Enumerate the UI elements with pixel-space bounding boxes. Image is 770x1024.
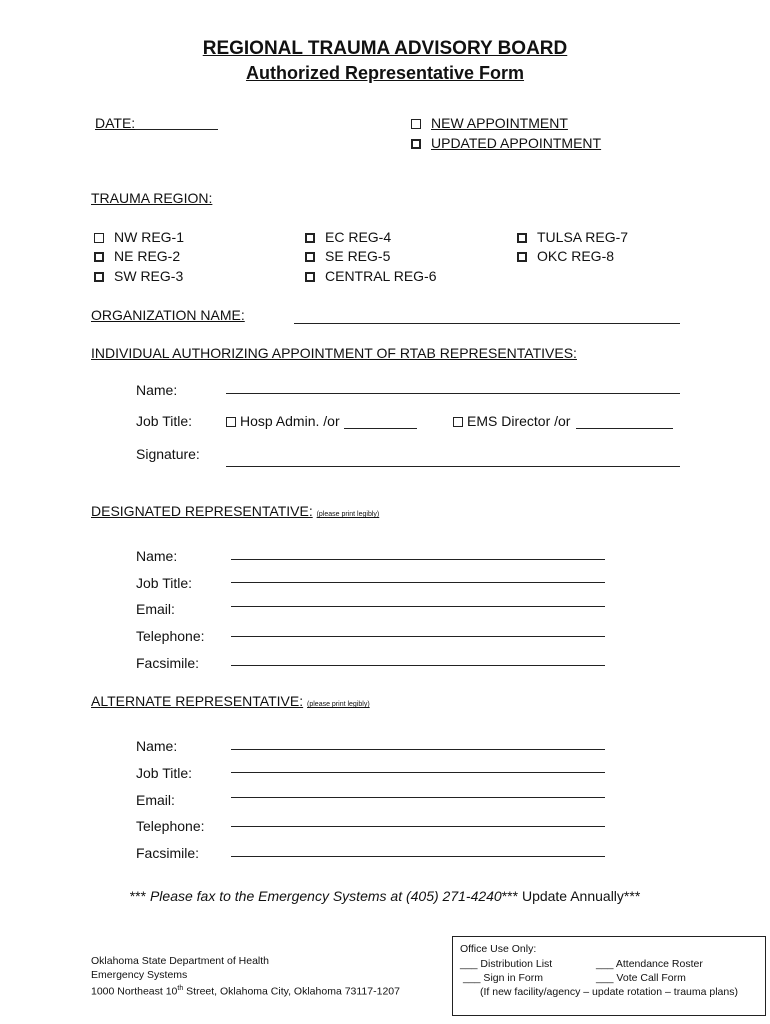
footer-line3	[91, 982, 400, 999]
alternate-telephone-label: Telephone:	[136, 818, 205, 834]
region-checkbox[interactable]	[305, 233, 315, 243]
fax-instructions	[0, 888, 770, 904]
region-label: NE REG-2	[114, 248, 181, 264]
alternate-job-title-label: Job Title:	[136, 765, 193, 781]
region-checkbox[interactable]	[94, 252, 104, 262]
alternate-name-label: Name:	[136, 738, 178, 754]
office-distribution[interactable]: ___ Distribution List	[460, 958, 553, 970]
region-checkbox[interactable]	[94, 272, 104, 282]
region-option-se[interactable]	[305, 248, 390, 264]
office-note: (If new facility/agency – update rotation – trauma plans)	[480, 986, 738, 998]
updated-appointment-option[interactable]	[411, 135, 601, 151]
signature-field[interactable]	[226, 466, 680, 467]
region-option-sw[interactable]	[94, 268, 183, 284]
designated-telephone-label: Telephone:	[136, 628, 205, 644]
footer-line3-a: 1000 Northeast 10	[91, 985, 178, 998]
hosp-admin-option[interactable]	[226, 413, 340, 429]
footer-line3-sup: th	[177, 985, 184, 992]
office-sign-in[interactable]: ___ Sign in Form	[463, 972, 543, 984]
designated-telephone-field[interactable]	[231, 636, 605, 637]
region-label: NW REG-1	[114, 229, 184, 245]
fax-suffix: *** Update Annually***	[501, 888, 641, 904]
designated-heading	[91, 503, 379, 519]
date-label: DATE:	[95, 115, 136, 131]
designated-name-label: Name:	[136, 548, 178, 564]
designated-note: (please print legibly)	[316, 511, 380, 518]
hosp-admin-label: Hosp Admin. /or	[240, 413, 340, 429]
region-label: CENTRAL REG-6	[325, 268, 437, 284]
ems-director-checkbox[interactable]	[453, 417, 463, 427]
designated-facsimile-label: Facsimile:	[136, 655, 200, 671]
alternate-facsimile-field[interactable]	[231, 856, 605, 857]
alternate-facsimile-label: Facsimile:	[136, 845, 200, 861]
alternate-email-label: Email:	[136, 792, 175, 808]
ems-director-field[interactable]	[576, 428, 673, 429]
region-checkbox[interactable]	[517, 233, 527, 243]
updated-appointment-checkbox[interactable]	[411, 139, 421, 149]
region-option-ec[interactable]	[305, 229, 391, 245]
authorizing-job-title-label: Job Title:	[136, 413, 193, 429]
fax-italic: Please fax to the Emergency Systems at (405) 271-4240	[149, 888, 502, 904]
form-title: REGIONAL TRAUMA ADVISORY BOARD	[202, 38, 568, 59]
office-use-title: Office Use Only:	[460, 943, 537, 955]
designated-job-title-label: Job Title:	[136, 575, 193, 591]
designated-heading-text: DESIGNATED REPRESENTATIVE:	[91, 503, 313, 519]
updated-appointment-label: UPDATED APPOINTMENT	[431, 135, 602, 151]
ems-director-label: EMS Director /or	[467, 413, 571, 429]
region-checkbox[interactable]	[305, 252, 315, 262]
authorizing-heading: INDIVIDUAL AUTHORIZING APPOINTMENT OF RTAB REPRESENTATIVES:	[91, 345, 577, 361]
alternate-name-field[interactable]	[231, 749, 605, 750]
designated-job-title-field[interactable]	[231, 582, 605, 583]
office-attendance[interactable]: ___ Attendance Roster	[596, 958, 703, 970]
office-vote-call[interactable]: ___ Vote Call Form	[596, 972, 686, 984]
new-appointment-checkbox[interactable]	[411, 119, 421, 129]
organization-name-label: ORGANIZATION NAME:	[91, 307, 245, 323]
footer-line1: Oklahoma State Department of Health	[91, 955, 270, 967]
region-option-nw[interactable]	[94, 229, 184, 245]
region-checkbox[interactable]	[305, 272, 315, 282]
ems-director-option[interactable]	[453, 413, 570, 429]
authorizing-name-label: Name:	[136, 382, 178, 398]
authorizing-name-field[interactable]	[226, 393, 680, 394]
alternate-heading-text: ALTERNATE REPRESENTATIVE:	[91, 693, 304, 709]
region-label: SE REG-5	[325, 248, 391, 264]
region-label: TULSA REG-7	[537, 229, 629, 245]
region-label: OKC REG-8	[537, 248, 615, 264]
office-use-box	[452, 936, 766, 1016]
trauma-region-label: TRAUMA REGION:	[91, 190, 213, 206]
footer-line2: Emergency Systems	[91, 969, 188, 981]
alternate-note: (please print legibly)	[307, 701, 370, 708]
date-field[interactable]	[135, 129, 218, 130]
alternate-telephone-field[interactable]	[231, 826, 605, 827]
designated-name-field[interactable]	[231, 559, 605, 560]
region-checkbox[interactable]	[94, 233, 104, 243]
alternate-heading	[91, 693, 370, 709]
region-label: SW REG-3	[114, 268, 184, 284]
hosp-admin-field[interactable]	[344, 428, 417, 429]
signature-label: Signature:	[136, 446, 200, 462]
designated-email-label: Email:	[136, 601, 175, 617]
form-subtitle: Authorized Representative Form	[245, 63, 525, 83]
fax-prefix: ***	[129, 888, 150, 904]
region-label: EC REG-4	[325, 229, 392, 245]
region-option-okc[interactable]	[517, 248, 614, 264]
hosp-admin-checkbox[interactable]	[226, 417, 236, 427]
region-checkbox[interactable]	[517, 252, 527, 262]
footer-line3-b: Street, Oklahoma City, Oklahoma 73117-1207	[183, 985, 400, 998]
alternate-email-field[interactable]	[231, 797, 605, 798]
new-appointment-label: NEW APPOINTMENT	[431, 115, 568, 131]
designated-email-field[interactable]	[231, 606, 605, 607]
new-appointment-option[interactable]	[411, 115, 568, 131]
region-option-tulsa[interactable]	[517, 229, 628, 245]
region-option-central[interactable]	[305, 268, 437, 284]
designated-facsimile-field[interactable]	[231, 665, 605, 666]
organization-name-field[interactable]	[294, 323, 680, 324]
region-option-ne[interactable]	[94, 248, 180, 264]
alternate-job-title-field[interactable]	[231, 772, 605, 773]
footer-address	[91, 954, 400, 999]
